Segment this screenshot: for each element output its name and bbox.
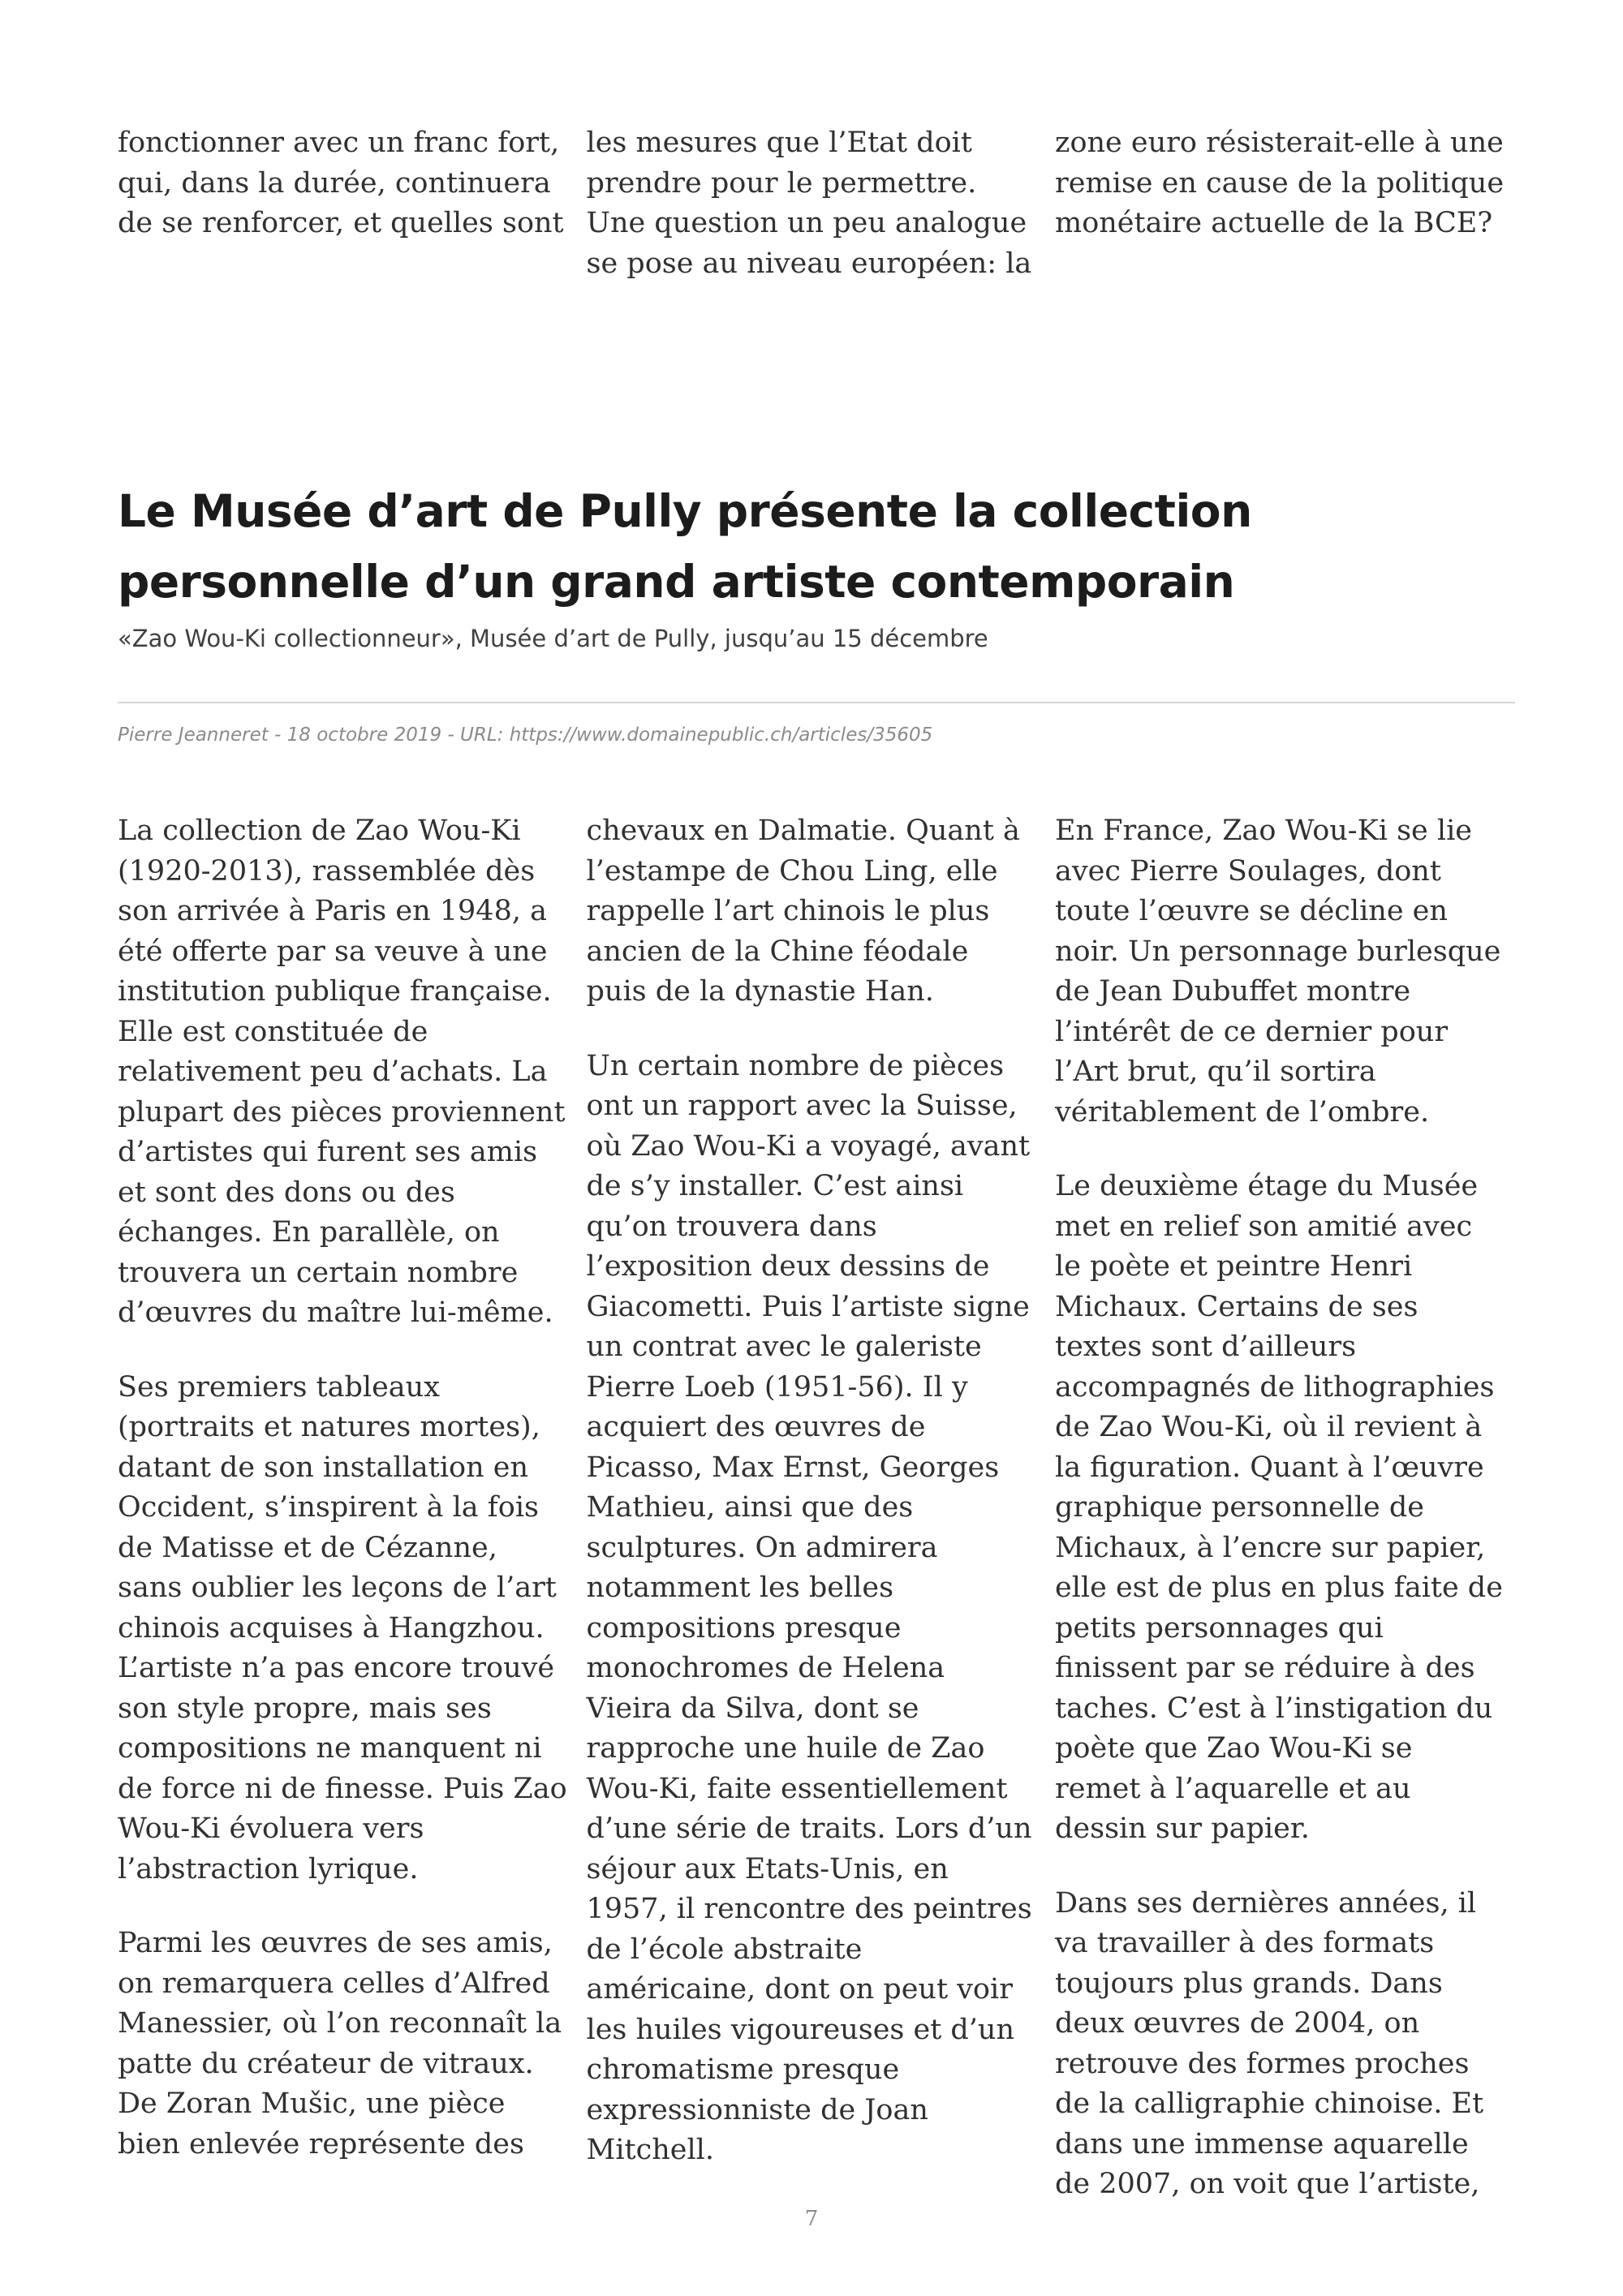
previous-article-columns <box>118 123 1505 284</box>
previous-article-column-3 <box>1055 123 1505 284</box>
paragraph: chevaux en Dalmatie. Quant à l’estampe de Chou Ling, elle rappelle l’art chinois le plus ancien de la Chine féodale puis de la dynastie Han. <box>586 815 1020 1008</box>
paragraph: zone euro résisterait-elle à une remise en cause de la politique monétaire actuelle de la BCE? <box>1055 127 1505 239</box>
article-column-2 <box>587 811 1037 2205</box>
divider <box>118 702 1515 703</box>
paragraph: Un certain nombre de pièces ont un rapport avec la Suisse, où Zao Wou-Ki a voyagé, avant de s’y installer. C’est ainsi qu’on trouvera dans l’exposition deux dessins de Giacometti. Puis l’artiste signe un contrat avec le galeriste Pierre Loeb (1951-56). Il y acquiert des œuvres de Picasso, Max Ernst, Georges Mathieu, ainsi que des sculptures. On admirera notamment les belles compositions presque monochromes de Helena Vieira da Silva, dont se rapproche une huile de Zao Wou-Ki, faite essentiellement d’une série de traits. Lors d’un séjour aux Etats-Unis, en 1957, il rencontre des peintres de l’école abstraite américaine, dont on peut voir les huiles vigoureuses et d’un chromatisme presque expressionniste de Joan Mitchell. <box>586 1049 1032 2166</box>
paragraph: En France, Zao Wou-Ki se lie avec Pierre Soulages, dont toute l’œuvre se décline en noir. Un personnage burlesque de Jean Dubuffet montre l’intérêt de ce dernier pour l’Art brut, qu’il sortira véritablement de l’ombre. <box>1055 815 1501 1129</box>
article-meta: Pierre Jeanneret - 18 octobre 2019 - URL: https://www.domainepublic.ch/articles/35605 <box>118 724 933 746</box>
paragraph: les mesures que l’Etat doit prendre pour le permettre. Une question un peu analogue se pose au niveau européen: la <box>586 127 1032 280</box>
article-title: Le Musée d’art de Pully présente la collection personnelle d’un grand artiste contemporain <box>118 485 1252 608</box>
paragraph: La collection de Zao Wou-Ki (1920-2013), rassemblée dès son arrivée à Paris en 1948, a été offerte par sa veuve à une institution publique française. Elle est constituée de relativement peu d’achats. La plupart des pièces proviennent d’artistes qui furent ses amis et sont des dons ou des échanges. En parallèle, on trouvera un certain nombre d’œuvres du maître lui-même. <box>118 815 566 1329</box>
article-column-1 <box>118 811 568 2205</box>
paragraph: Ses premiers tableaux (portraits et natures mortes), datant de son installation en Occident, s’inspirent à la fois de Matisse et de Cézanne, sans oublier les leçons de l’art chinois acquises à Hangzhou. L’artiste n’a pas encore trouvé son style propre, mais ses compositions ne manquent ni de force ni de finesse. Puis Zao Wou-Ki évoluera vers l’abstraction lyrique. <box>118 1370 567 1885</box>
page-number: 7 <box>804 2207 819 2231</box>
article-subtitle: «Zao Wou-Ki collectionneur», Musée d’art de Pully, jusqu’au 15 décembre <box>118 625 988 652</box>
article-body <box>118 811 1505 2205</box>
paragraph: Parmi les œuvres de ses amis, on remarquera celles d’Alfred Manessier, où l’on reconnaît la patte du créateur de vitraux. De Zoran Mušic, une pièce bien enlevée représente des <box>118 1927 562 2161</box>
previous-article-column-2 <box>587 123 1037 284</box>
paragraph: Le deuxième étage du Musée met en relief son amitié avec le poète et peintre Henri Michaux. Certains de ses textes sont d’ailleurs accompagnés de lithographies de Zao Wou-Ki, où il revient à la figuration. Quant à l’œuvre graphique personnelle de Michaux, à l’encre sur papier, elle est de plus en plus faite de petits personnages qui finissent par se réduire à des taches. C’est à l’instigation du poète que Zao Wou-Ki se remet à l’aquarelle et au dessin sur papier. <box>1055 1170 1503 1845</box>
paragraph: Dans ses dernières années, il va travailler à des formats toujours plus grands. Dans deux œuvres de 2004, on retrouve des formes proches de la calligraphie chinoise. Et dans une immense aquarelle de 2007, on voit que l’artiste, <box>1055 1886 1484 2200</box>
article-column-3 <box>1055 811 1505 2205</box>
previous-article-column-1 <box>118 123 568 284</box>
paragraph: fonctionner avec un franc fort, qui, dans la durée, continuera de se renforcer, et quelles sont <box>118 127 564 239</box>
